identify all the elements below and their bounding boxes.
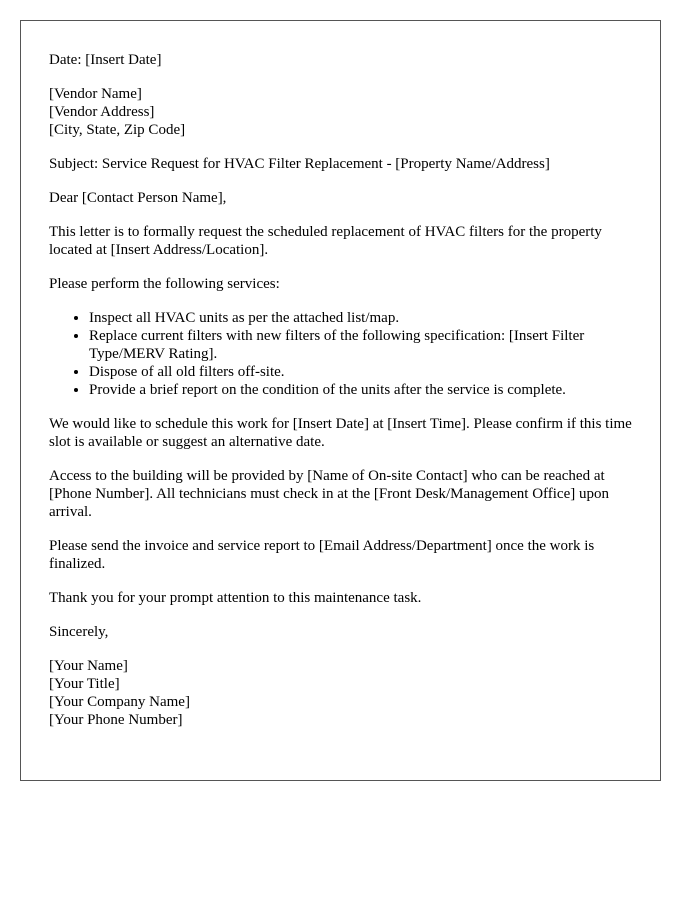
closing: Sincerely, [49, 624, 109, 640]
salutation: Dear [Contact Person Name], [49, 190, 227, 206]
vendor-address: [Vendor Address] [49, 104, 155, 120]
schedule-paragraph: We would like to schedule this work for [Insert Date] at [Insert Time]. Please confirm if this time slot is available or suggest an alternative date. [49, 416, 632, 450]
services-intro: Please perform the following services: [49, 276, 280, 292]
services-list [49, 309, 632, 399]
signature-block [49, 657, 632, 729]
access-paragraph: Access to the building will be provided by [Name of On-site Contact] who can be reached at [Phone Number]. All technicians must check in at the [Front Desk/Management Office] upon arrival. [49, 468, 609, 520]
signature-phone: [Your Phone Number] [49, 712, 183, 728]
thanks-paragraph: Thank you for your prompt attention to this maintenance task. [49, 590, 422, 606]
invoice-paragraph: Please send the invoice and service report to [Email Address/Department] once the work is finalized. [49, 538, 595, 572]
vendor-name: [Vendor Name] [49, 86, 142, 102]
signature-company: [Your Company Name] [49, 694, 190, 710]
letter-page [20, 20, 661, 781]
signature-title: [Your Title] [49, 676, 120, 692]
date-line: Date: [Insert Date] [49, 52, 162, 68]
services-list-item: • Provide a brief report on the condition of the units after the service is complete. [89, 381, 632, 399]
services-list-item: • Inspect all HVAC units as per the attached list/map. [89, 309, 632, 327]
vendor-address-block [49, 85, 632, 139]
subject-line: Subject: Service Request for HVAC Filter Replacement - [Property Name/Address] [49, 156, 550, 172]
intro-paragraph: This letter is to formally request the scheduled replacement of HVAC filters for the property located at [Insert Address/Location]. [49, 224, 602, 258]
services-list-item: • Dispose of all old filters off-site. [89, 363, 632, 381]
signature-name: [Your Name] [49, 658, 128, 674]
vendor-city-state-zip: [City, State, Zip Code] [49, 122, 186, 138]
services-list-item: • Replace current filters with new filters of the following specification: [Insert Filter Type/MERV Rating]. [89, 327, 632, 363]
